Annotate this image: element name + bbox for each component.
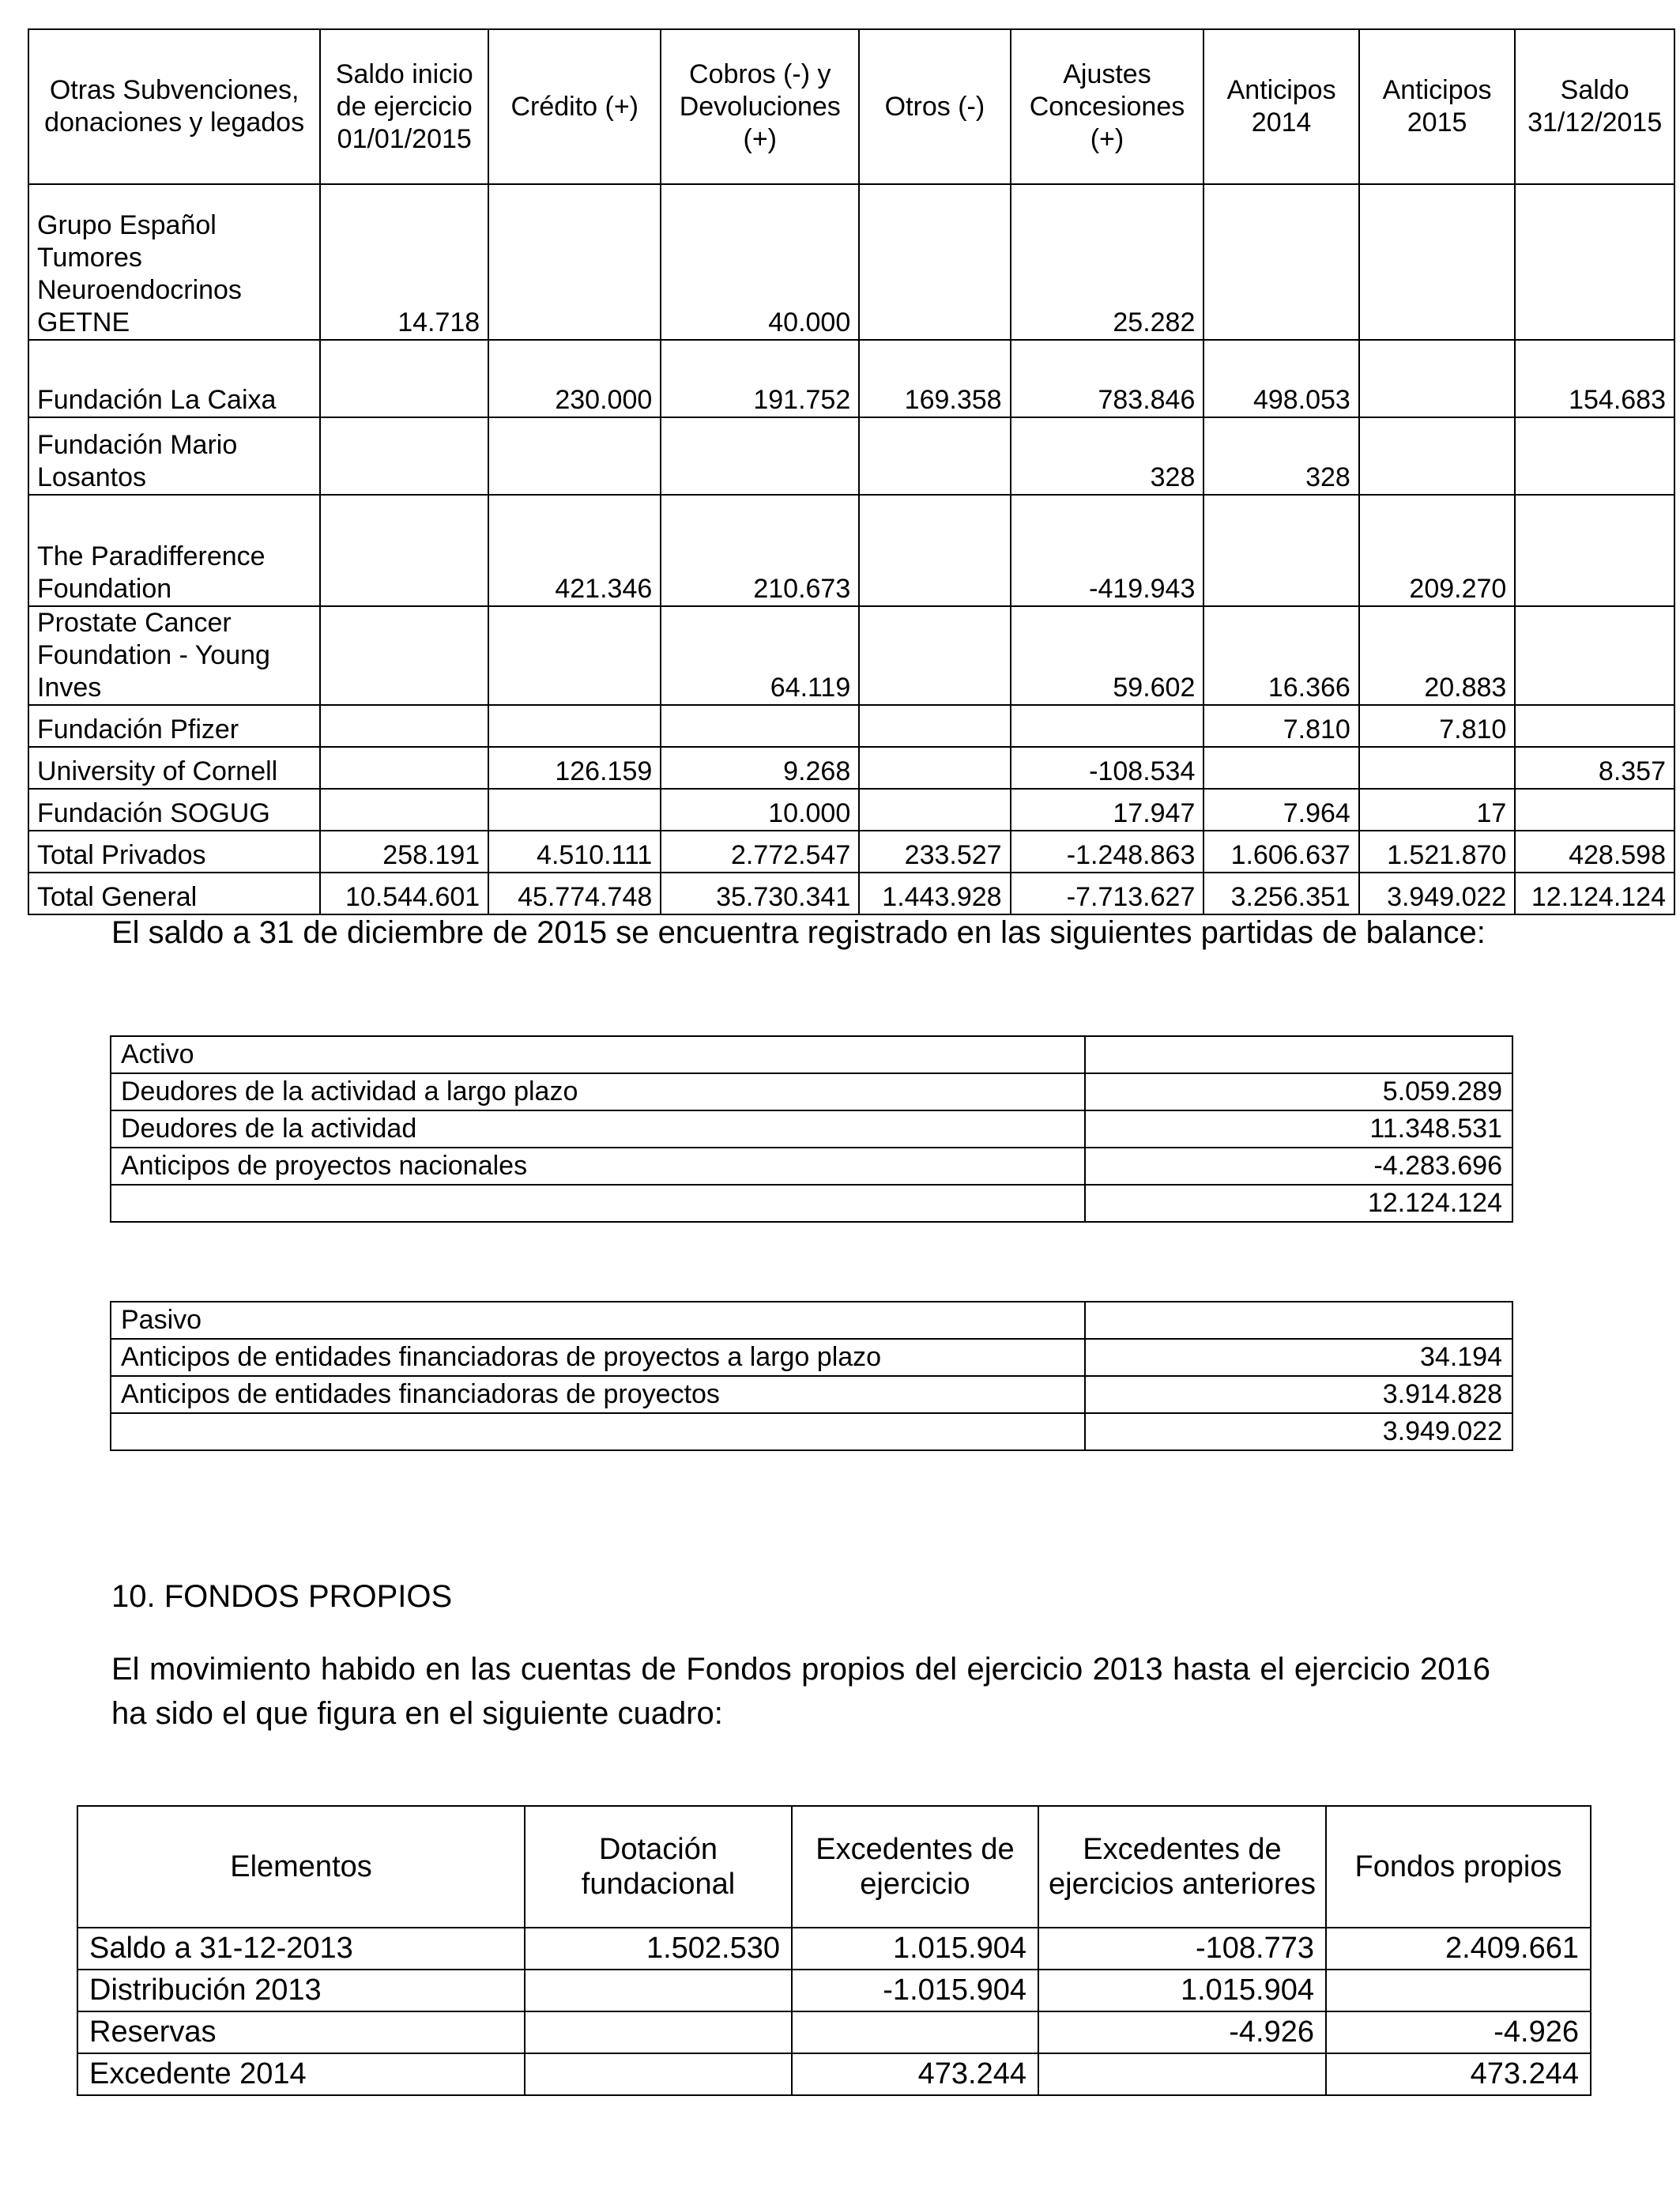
value-cell [320,789,488,831]
balance-intro-paragraph: El saldo a 31 de diciembre de 2015 se encuentra registrado en las siguientes partidas de balance: [111,915,1486,950]
value-cell: 3.949.022 [1085,1413,1512,1450]
activo-table [110,1035,1513,1223]
value-cell [488,606,661,705]
table-row [111,1339,1512,1376]
subsidies-header-row [28,29,1674,184]
row-label-cell [111,1185,1085,1222]
value-cell: 1.521.870 [1359,831,1515,873]
value-cell: 169.358 [859,340,1010,417]
value-cell [320,495,488,606]
value-cell: 10.000 [661,789,859,831]
value-cell: 154.683 [1515,340,1674,417]
value-cell: 233.527 [859,831,1010,873]
header-cell: Ajustes Concesiones (+) [1011,29,1204,184]
row-label-cell: Fundación La Caixa [28,340,320,417]
value-cell [488,417,661,495]
subsidies-table [28,28,1675,915]
row-label-cell: Reservas [77,2011,525,2053]
value-cell [525,1970,792,2011]
header-cell: Otros (-) [859,29,1010,184]
value-cell [320,705,488,747]
table-row [77,2053,1591,2095]
value-cell [1203,747,1358,789]
row-label-cell: Deudores de la actividad [111,1110,1085,1148]
table-row [28,789,1674,831]
value-cell [320,417,488,495]
value-cell [320,340,488,417]
header-cell: Saldo inicio de ejercicio 01/01/2015 [320,29,488,184]
table-row [28,705,1674,747]
table-row [111,1110,1512,1148]
header-cell: Elementos [77,1806,525,1928]
value-cell [1038,2053,1326,2095]
header-cell: Anticipos 2015 [1359,29,1515,184]
header-cell: Anticipos 2014 [1203,29,1358,184]
table-row [111,1413,1512,1450]
value-cell: 1.443.928 [859,873,1010,914]
value-cell [488,789,661,831]
value-cell [1515,495,1674,606]
row-label-cell: Fundación Mario Losantos [28,417,320,495]
value-cell: 421.346 [488,495,661,606]
table-row [111,1073,1512,1110]
row-label-cell: University of Cornell [28,747,320,789]
value-cell [859,417,1010,495]
value-cell [488,705,661,747]
value-cell [792,2011,1038,2053]
value-cell: 5.059.289 [1085,1073,1512,1110]
value-cell [1011,705,1204,747]
value-cell [859,606,1010,705]
table-row [111,1148,1512,1185]
value-cell [1203,495,1358,606]
value-cell: 20.883 [1359,606,1515,705]
row-label-cell: Saldo a 31-12-2013 [77,1928,525,1970]
row-label-cell: Grupo Español Tumores Neuroendocrinos GETNE [28,184,320,340]
header-cell: Saldo 31/12/2015 [1515,29,1674,184]
value-cell [1359,417,1515,495]
table-row [28,184,1674,340]
value-cell: 126.159 [488,747,661,789]
value-cell [488,184,661,340]
value-cell: 7.964 [1203,789,1358,831]
value-cell: 783.846 [1011,340,1204,417]
value-cell [320,606,488,705]
value-cell: 4.510.111 [488,831,661,873]
value-cell: 40.000 [661,184,859,340]
value-cell: 3.256.351 [1203,873,1358,914]
value-cell [1515,606,1674,705]
row-label-cell: Anticipos de entidades financiadoras de proyectos a largo plazo [111,1339,1085,1376]
fondos-intro-paragraph: El movimiento habido en las cuentas de Fondos propios del ejercicio 2013 hasta el ejercicio 2016 ha sido el que figura en el siguiente cuadro: [111,1652,1490,1731]
value-cell [1359,184,1515,340]
value-cell: 473.244 [1326,2053,1591,2095]
table-row [28,831,1674,873]
value-cell: 328 [1011,417,1204,495]
value-cell: 12.124.124 [1515,873,1674,914]
value-cell: 17.947 [1011,789,1204,831]
value-cell: 17 [1359,789,1515,831]
row-label-cell: Fundación SOGUG [28,789,320,831]
value-cell: -1.248.863 [1011,831,1204,873]
table-row [111,1185,1512,1222]
value-cell: 428.598 [1515,831,1674,873]
table-row [77,1970,1591,2011]
value-cell: 2.772.547 [661,831,859,873]
value-cell: 14.718 [320,184,488,340]
table-row [28,606,1674,705]
value-cell: -419.943 [1011,495,1204,606]
value-cell: 10.544.601 [320,873,488,914]
value-cell: -108.534 [1011,747,1204,789]
value-cell: 3.949.022 [1359,873,1515,914]
value-cell [859,705,1010,747]
row-label-cell: Excedente 2014 [77,2053,525,2095]
value-cell: 59.602 [1011,606,1204,705]
row-label-cell [111,1413,1085,1450]
value-cell: 7.810 [1203,705,1358,747]
value-cell: 3.914.828 [1085,1376,1512,1413]
value-cell [859,184,1010,340]
header-cell: Excedentes de ejercicios anteriores [1038,1806,1326,1928]
value-cell: 2.409.661 [1326,1928,1591,1970]
value-cell [1203,184,1358,340]
value-cell: 45.774.748 [488,873,661,914]
value-cell: 258.191 [320,831,488,873]
value-cell [859,789,1010,831]
table-row [77,1928,1591,1970]
value-cell [1359,340,1515,417]
value-cell [320,747,488,789]
value-cell: -4.283.696 [1085,1148,1512,1185]
table-row [28,340,1674,417]
value-cell: 191.752 [661,340,859,417]
value-cell [1085,1036,1512,1073]
value-cell: 1.015.904 [1038,1970,1326,2011]
value-cell [661,417,859,495]
row-label-cell: Deudores de la actividad a largo plazo [111,1073,1085,1110]
pasivo-table [110,1301,1513,1451]
row-label-cell: Pasivo [111,1302,1085,1339]
row-label-cell: Total General [28,873,320,914]
header-cell: Excedentes de ejercicio [792,1806,1038,1928]
value-cell: 210.673 [661,495,859,606]
table-row [111,1376,1512,1413]
value-cell [1326,1970,1591,2011]
value-cell: 230.000 [488,340,661,417]
value-cell: 1.015.904 [792,1928,1038,1970]
value-cell: 16.366 [1203,606,1358,705]
row-label-cell: Fundación Pfizer [28,705,320,747]
table-row [111,1036,1512,1073]
value-cell: 498.053 [1203,340,1358,417]
value-cell: 7.810 [1359,705,1515,747]
header-cell: Fondos propios [1326,1806,1591,1928]
value-cell [1085,1302,1512,1339]
value-cell: 25.282 [1011,184,1204,340]
fondos-propios-table [77,1805,1591,2096]
value-cell: 11.348.531 [1085,1110,1512,1148]
value-cell: 35.730.341 [661,873,859,914]
value-cell: 64.119 [661,606,859,705]
row-label-cell: Prostate Cancer Foundation - Young Inves [28,606,320,705]
value-cell [1359,747,1515,789]
row-label-cell: Total Privados [28,831,320,873]
value-cell: 473.244 [792,2053,1038,2095]
header-cell: Otras Subvenciones, donaciones y legados [28,29,320,184]
value-cell: -4.926 [1038,2011,1326,2053]
value-cell [661,705,859,747]
value-cell: 328 [1203,417,1358,495]
value-cell: -4.926 [1326,2011,1591,2053]
row-label-cell: Distribución 2013 [77,1970,525,2011]
value-cell: 34.194 [1085,1339,1512,1376]
value-cell [525,2011,792,2053]
row-label-cell: Anticipos de entidades financiadoras de proyectos [111,1376,1085,1413]
table-row [77,2011,1591,2053]
value-cell: 1.502.530 [525,1928,792,1970]
value-cell [859,747,1010,789]
fondos-header-row [77,1806,1591,1928]
table-row [111,1302,1512,1339]
value-cell [1515,789,1674,831]
value-cell [859,495,1010,606]
value-cell: 209.270 [1359,495,1515,606]
value-cell: -7.713.627 [1011,873,1204,914]
section-title: 10. FONDOS PROPIOS [111,1579,453,1614]
value-cell: -1.015.904 [792,1970,1038,2011]
table-row [28,873,1674,914]
row-label-cell: Activo [111,1036,1085,1073]
header-cell: Dotación fundacional [525,1806,792,1928]
row-label-cell: Anticipos de proyectos nacionales [111,1148,1085,1185]
value-cell: -108.773 [1038,1928,1326,1970]
value-cell: 9.268 [661,747,859,789]
value-cell [1515,417,1674,495]
value-cell [1515,705,1674,747]
table-row [28,495,1674,606]
value-cell: 8.357 [1515,747,1674,789]
value-cell [525,2053,792,2095]
header-cell: Cobros (-) y Devoluciones (+) [661,29,859,184]
table-row [28,747,1674,789]
value-cell: 1.606.637 [1203,831,1358,873]
table-row [28,417,1674,495]
row-label-cell: The Paradifference Foundation [28,495,320,606]
header-cell: Crédito (+) [488,29,661,184]
value-cell [1515,184,1674,340]
value-cell: 12.124.124 [1085,1185,1512,1222]
